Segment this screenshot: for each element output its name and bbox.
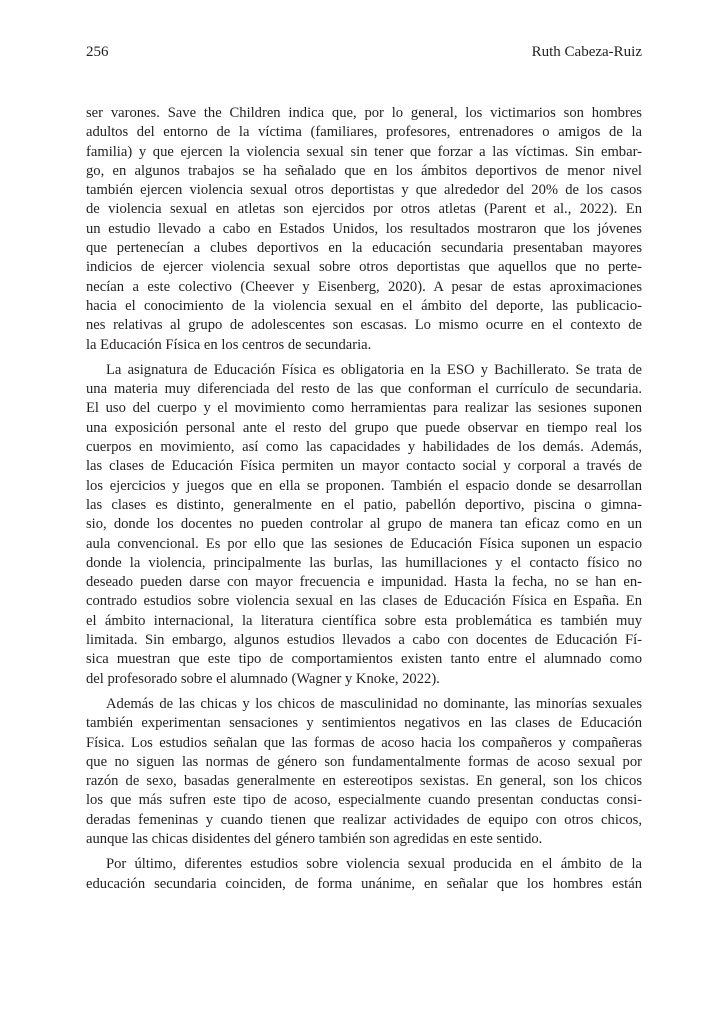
text-line: una materia muy diferenciada del resto de las que conforman el currículo de secundaria. xyxy=(86,381,642,398)
text-line: que pertenecían a clubes deportivos en la educación secundaria presentaban mayores xyxy=(86,240,642,257)
text-line: sio, donde los docentes no pueden controlar al grupo de manera tan eficaz como en un xyxy=(86,516,642,533)
text-line: la Educación Física en los centros de secundaria. xyxy=(86,336,372,353)
text-line: El uso del cuerpo y el movimiento como herramientas para realizar las sesiones suponen xyxy=(86,400,642,417)
text-line: aunque las chicas disidentes del género también son agredidas en este sentido. xyxy=(86,830,543,847)
text-line: sica muestran que este tipo de comportamientos existen tanto entre el alumnado como xyxy=(86,651,642,668)
text-line: La asignatura de Educación Física es obligatoria en la ESO y Bachillerato. Se trata de xyxy=(106,361,642,378)
paragraph xyxy=(86,361,642,689)
text-line: también experimentan sensaciones y sentimientos negativos en las clases de Educación xyxy=(86,715,642,732)
text-line: Física. Los estudios señalan que las formas de acoso hacia los compañeros y compañeras xyxy=(86,734,642,751)
text-line: deradas femeninas y cuando tienen que realizar actividades de equipo con otros chicos, xyxy=(86,811,642,828)
text-line: de violencia sexual en atletas son ejercidos por otros atletas (Parent et al., 2022). En xyxy=(86,201,642,218)
text-line: familia) y que ejercen la violencia sexual sin tener que forzar a las víctimas. Sin embar- xyxy=(86,143,642,160)
paragraph xyxy=(86,104,642,355)
text-line: Además de las chicas y los chicos de masculinidad no dominante, las minorías sexuales xyxy=(106,695,642,712)
text-line: razón de sexo, basadas generalmente en estereotipos sexistas. En general, son los chicos xyxy=(86,773,642,790)
text-line: del profesorado sobre el alumnado (Wagner y Knoke, 2022). xyxy=(86,670,440,687)
text-line: necían a este colectivo (Cheever y Eisenberg, 2020). A pesar de estas aproximaciones xyxy=(86,278,642,295)
text-line: deseado pueden darse con mayor frecuencia e impunidad. Hasta la fecha, no se han en- xyxy=(86,574,642,591)
text-line: los ejercicios y juegos que en ella se proponen. También el espacio donde se desarrollan xyxy=(86,477,642,494)
text-line: una exposición personal ante el resto del grupo que puede observar en tiempo real los xyxy=(86,419,642,436)
text-line: las clases de Educación Física permiten un mayor contacto social y corporal a través de xyxy=(86,458,642,475)
text-line: las clases es distinto, generalmente en el patio, pabellón deportivo, piscina o gimna- xyxy=(86,496,642,513)
text-line: go, en algunos trabajos se ha señalado que en los ámbitos deportivos de menor nivel xyxy=(86,162,642,179)
text-line: limitada. Sin embargo, algunos estudios llevados a cabo con docentes de Educación Fí- xyxy=(86,632,642,649)
text-line: también ejercen violencia sexual otros deportistas y que alrededor del 20% de los casos xyxy=(86,182,642,199)
paragraph xyxy=(86,695,642,849)
text-line: contrado estudios sobre violencia sexual en las clases de Educación Física en España. En xyxy=(86,593,642,610)
text-line: nes relativas al grupo de adolescentes son escasas. Lo mismo ocurre en el contexto de xyxy=(86,317,642,334)
body-text xyxy=(86,104,642,900)
text-line: donde la violencia, principalmente las burlas, las humillaciones y el contacto físico no xyxy=(86,554,642,571)
text-line: cuerpos en movimiento, así como las capacidades y habilidades de los demás. Además, xyxy=(86,439,642,456)
text-line: un estudio llevado a cabo en Estados Unidos, los resultados mostraron que los jóvenes xyxy=(86,220,642,237)
text-line: que no siguen las normas de género son fundamentalmente formas de acoso sexual por xyxy=(86,753,642,770)
text-line: Por último, diferentes estudios sobre violencia sexual producida en el ámbito de la xyxy=(106,856,642,873)
text-line: los que más sufren este tipo de acoso, especialmente cuando presentan conductas consi- xyxy=(86,792,642,809)
text-line: ser varones. Save the Children indica que, por lo general, los victimarios son hombres xyxy=(86,105,642,121)
text-line: aula convencional. Es por ello que las sesiones de Educación Física suponen un espacio xyxy=(86,535,642,552)
running-head-author: Ruth Cabeza-Ruiz xyxy=(531,44,642,60)
page-number: 256 xyxy=(86,44,109,60)
text-line: adultos del entorno de la víctima (familiares, profesores, entrenadores o amigos de la xyxy=(86,124,642,141)
text-line: educación secundaria coinciden, de forma unánime, en señalar que los hombres están xyxy=(86,875,642,892)
text-line: indicios de ejercer violencia sexual sobre otros deportistas que aquellos que no perte- xyxy=(86,259,642,276)
text-line: el ámbito internacional, la literatura científica sobre esta problemática es también muy xyxy=(86,612,642,629)
paragraph xyxy=(86,855,642,894)
text-line: hacia el conocimiento de la violencia sexual en el ámbito del deporte, las publicacio- xyxy=(86,297,642,314)
page-header xyxy=(86,44,642,66)
